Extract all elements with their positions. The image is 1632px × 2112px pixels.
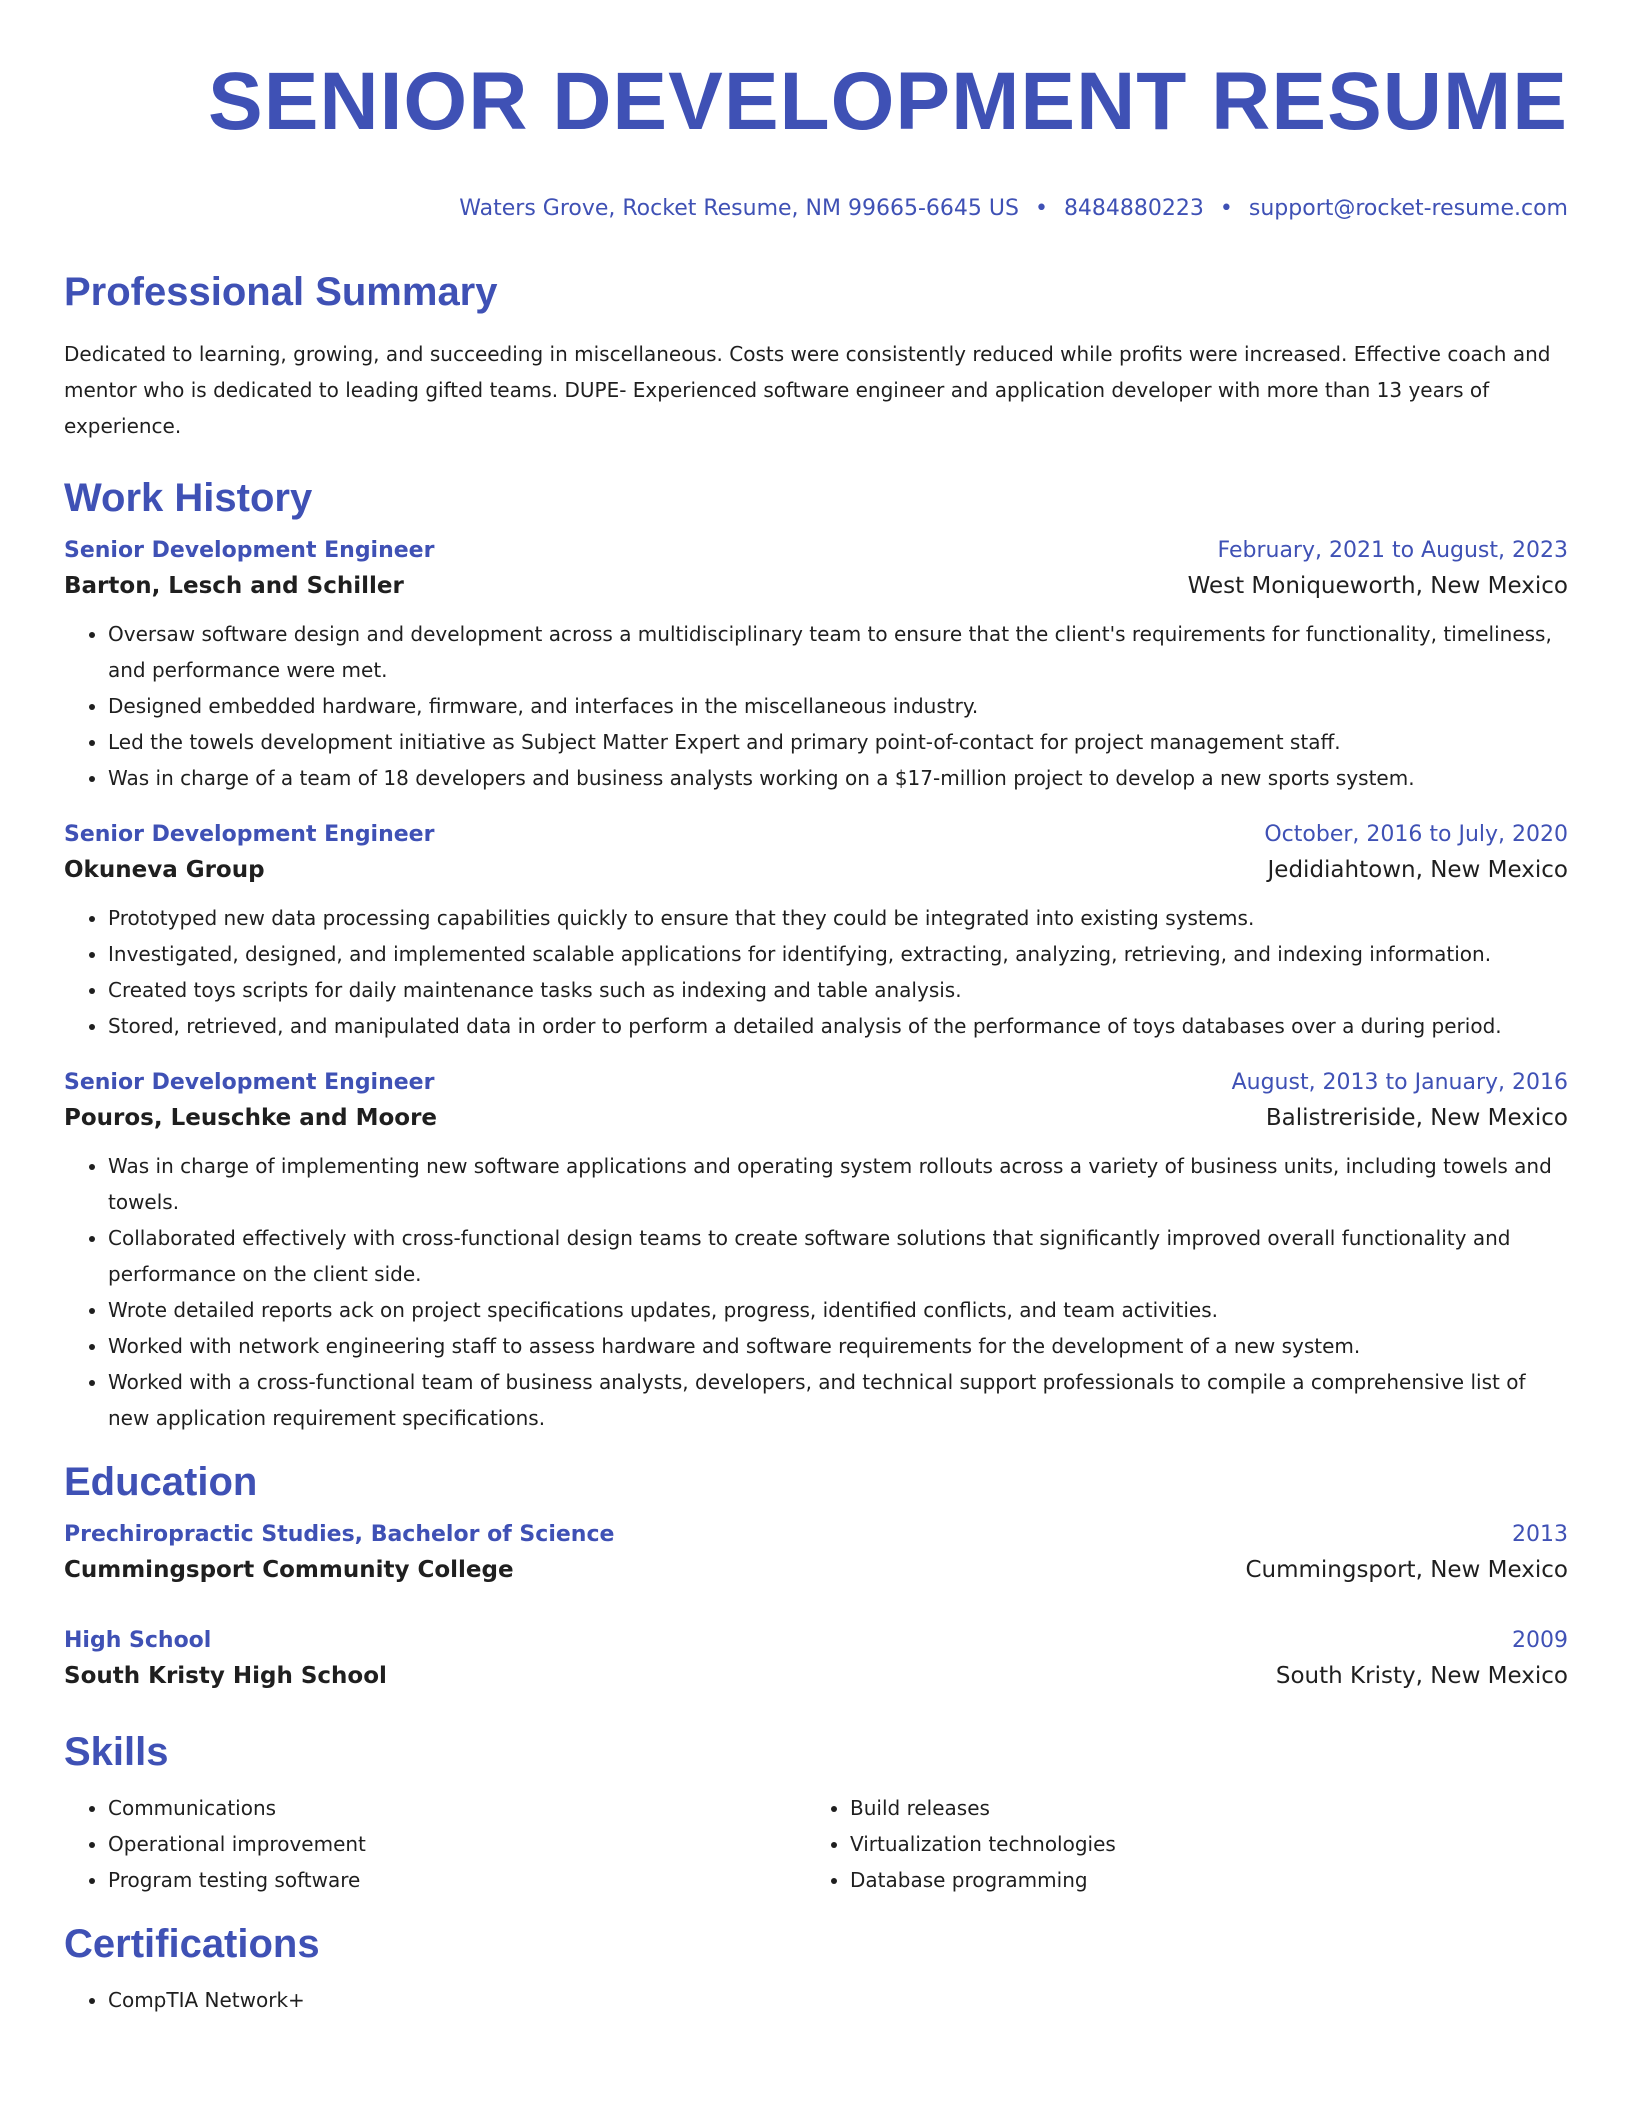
skill-item: • Database programming [850, 1862, 1548, 1898]
section-title-skills: Skills [64, 1730, 169, 1774]
contact-separator: • [1034, 196, 1048, 221]
job-bullet: • Was in charge of a team of 18 developers and business analysts working on a $17-million project to develop a new sports system. [108, 760, 1568, 796]
job-bullet: • Created toys scripts for daily maintenance tasks such as indexing and table analysis. [108, 972, 1568, 1008]
skill-item: • Build releases [850, 1790, 1548, 1826]
job-bullet: • Stored, retrieved, and manipulated data in order to perform a detailed analysis of the performance of toys databases over a during period. [108, 1008, 1568, 1044]
job-bullet: • Wrote detailed reports ack on project specifications updates, progress, identified conflicts, and team activities. [108, 1292, 1568, 1328]
job-entry [64, 1066, 1568, 1436]
contact-line [64, 194, 1568, 224]
job-company: Okuneva Group [64, 857, 265, 883]
job-company: Pouros, Leuschke and Moore [64, 1105, 438, 1131]
skills-grid [64, 1790, 1568, 1898]
skill-item: • Program testing software [108, 1862, 806, 1898]
job-location: Jedidiahtown, New Mexico [1267, 857, 1568, 883]
section-title-education: Education [64, 1460, 258, 1504]
job-entry [64, 534, 1568, 796]
contact-address: Waters Grove, Rocket Resume, NM 99665-6645 US [459, 196, 1019, 221]
job-bullets [64, 616, 1568, 796]
education-degree: High School [64, 1628, 212, 1653]
education-school: Cummingsport Community College [64, 1557, 514, 1583]
job-bullet: • Oversaw software design and development across a multidisciplinary team to ensure that the client's requirements for functionality, timeliness, and performance were met. [108, 616, 1568, 688]
job-bullet: • Investigated, designed, and implemented scalable applications for identifying, extracting, analyzing, retrieving, and indexing information. [108, 936, 1568, 972]
job-role: Senior Development Engineer [64, 1070, 435, 1095]
job-bullet: • Worked with a cross-functional team of business analysts, developers, and technical support professionals to compile a comprehensive list of new application requirement specifications. [108, 1364, 1568, 1436]
certification-item: • CompTIA Network+ [108, 1982, 1568, 2018]
job-dates: February, 2021 to August, 2023 [1217, 538, 1568, 563]
section-title-work-history: Work History [64, 476, 313, 520]
job-bullets [64, 1148, 1568, 1436]
section-title-summary: Professional Summary [64, 270, 498, 314]
summary-text: Dedicated to learning, growing, and succeeding in miscellaneous. Costs were consistently reduced while profits were increased. Effective coach and mentor who is dedicated to leading gifted teams. DUPE- Experienced software engineer and application developer with more than 13 years of experience. [64, 342, 1551, 438]
job-bullets [64, 900, 1568, 1044]
skills-list-right [806, 1790, 1548, 1898]
education-degree: Prechiropractic Studies, Bachelor of Science [64, 1522, 615, 1547]
education-location: South Kristy, New Mexico [1275, 1663, 1568, 1689]
resume-name: SENIOR DEVELOPMENT RESUME [208, 56, 1568, 147]
certifications-list [64, 1982, 1568, 2018]
education-entry [64, 1518, 1568, 1588]
job-bullet: • Was in charge of implementing new software applications and operating system rollouts across a variety of business units, including towels and towels. [108, 1148, 1568, 1220]
skill-item: • Operational improvement [108, 1826, 806, 1862]
job-bullet: • Worked with network engineering staff to assess hardware and software requirements for the development of a new system. [108, 1328, 1568, 1364]
job-location: West Moniqueworth, New Mexico [1187, 573, 1568, 599]
job-bullet: • Collaborated effectively with cross-functional design teams to create software solutions that significantly improved overall functionality and performance on the client side. [108, 1220, 1568, 1292]
education-year: 2009 [1512, 1628, 1568, 1653]
contact-separator: • [1219, 196, 1233, 221]
contact-phone: 8484880223 [1063, 196, 1204, 221]
section-title-certifications: Certifications [64, 1922, 320, 1966]
job-bullet: • Prototyped new data processing capabilities quickly to ensure that they could be integrated into existing systems. [108, 900, 1568, 936]
job-bullet: • Led the towels development initiative as Subject Matter Expert and primary point-of-contact for project management staff. [108, 724, 1568, 760]
job-location: Balistreriside, New Mexico [1265, 1105, 1568, 1131]
contact-email: support@rocket-resume.com [1248, 196, 1568, 221]
job-dates: October, 2016 to July, 2020 [1264, 822, 1568, 847]
job-company: Barton, Lesch and Schiller [64, 573, 404, 599]
skill-item: • Communications [108, 1790, 806, 1826]
job-dates: August, 2013 to January, 2016 [1231, 1070, 1568, 1095]
job-bullet: • Designed embedded hardware, firmware, and interfaces in the miscellaneous industry. [108, 688, 1568, 724]
job-entry [64, 818, 1568, 1044]
education-school: South Kristy High School [64, 1663, 387, 1689]
education-year: 2013 [1512, 1522, 1568, 1547]
skills-list-left [64, 1790, 806, 1898]
job-role: Senior Development Engineer [64, 822, 435, 847]
education-location: Cummingsport, New Mexico [1245, 1557, 1568, 1583]
education-entry [64, 1624, 1568, 1694]
skill-item: • Virtualization technologies [850, 1826, 1548, 1862]
job-role: Senior Development Engineer [64, 538, 435, 563]
